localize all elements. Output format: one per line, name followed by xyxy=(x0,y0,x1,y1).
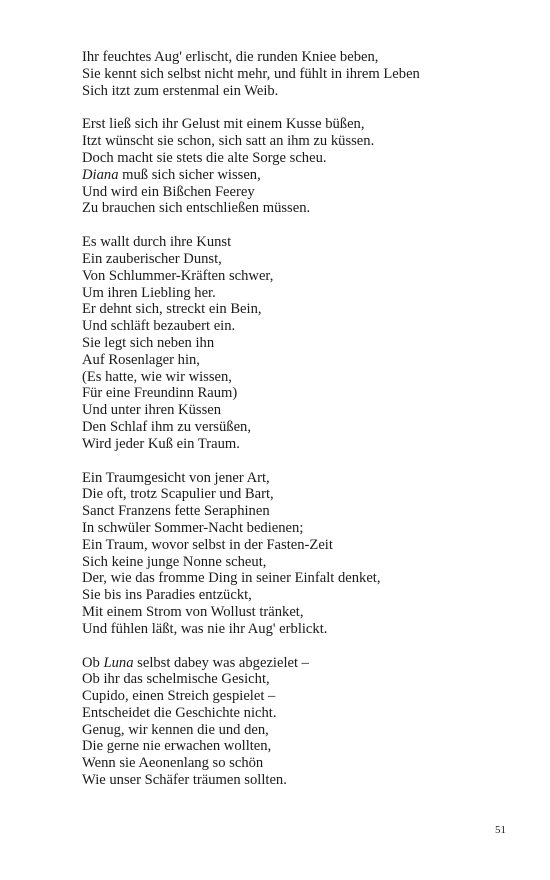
poem-line: Ein Traumgesicht von jener Art, xyxy=(82,469,270,486)
poem-line: Er dehnt sich, streckt ein Bein, xyxy=(82,301,262,318)
poem-line: Sie bis ins Paradies entzückt, xyxy=(82,587,252,604)
poem-line: Sich keine junge Nonne scheut, xyxy=(82,553,267,570)
poem-line: Auf Rosenlager hin, xyxy=(82,351,200,368)
poem-line: Und fühlen läßt, was nie ihr Aug' erblickt. xyxy=(82,620,328,637)
poem-line: Und schläft bezaubert ein. xyxy=(82,318,236,335)
poem-line: Wenn sie Aeonenlang so schön xyxy=(82,755,264,772)
poem-line: Ein zauberischer Dunst, xyxy=(82,250,222,267)
poem-line: Sie legt sich neben ihn xyxy=(82,334,215,351)
poem-line: Wird jeder Kuß ein Traum. xyxy=(82,435,240,452)
poem-line: Mit einem Strom von Wollust tränket, xyxy=(82,603,304,620)
poem-line: In schwüler Sommer-Nacht bedienen; xyxy=(82,519,304,536)
page-number: 51 xyxy=(495,824,506,836)
poem-line: Diana muß sich sicher wissen, xyxy=(82,166,261,183)
poem-line: Und wird ein Bißchen Feerey xyxy=(82,183,255,200)
poem-line: Ob ihr das schelmische Gesicht, xyxy=(82,671,270,688)
poem-line: Ein Traum, wovor selbst in der Fasten-Zeit xyxy=(82,536,333,553)
stanza xyxy=(82,655,522,789)
poem-line: Cupido, einen Streich gespielet – xyxy=(82,688,276,705)
poem-line: Wie unser Schäfer träumen sollten. xyxy=(82,772,287,789)
poem-line: Die gerne nie erwachen wollten, xyxy=(82,738,272,755)
poem-line: Um ihren Liebling her. xyxy=(82,284,216,301)
poem-line: Und unter ihren Küssen xyxy=(82,402,222,419)
poem-line: Genug, wir kennen die und den, xyxy=(82,721,269,738)
poem-line: Erst ließ sich ihr Gelust mit einem Kusse büßen, xyxy=(82,116,365,133)
poem-text xyxy=(82,49,522,806)
poem-line: Ihr feuchtes Aug' erlischt, die runden Kniee beben, xyxy=(82,49,379,65)
poem-line: Ob Luna selbst dabey was abgezielet – xyxy=(82,654,309,671)
poem-line: Den Schlaf ihm zu versüßen, xyxy=(82,418,251,435)
poem-line: (Es hatte, wie wir wissen, xyxy=(82,368,232,385)
poem-line: Doch macht sie stets die alte Sorge scheu. xyxy=(82,149,327,166)
stanza xyxy=(82,49,522,99)
stanza xyxy=(82,234,522,452)
stanza xyxy=(82,470,522,638)
poem-line: Sich itzt zum erstenmal ein Weib. xyxy=(82,82,279,99)
poem-line: Entscheidet die Geschichte nicht. xyxy=(82,704,277,721)
poem-line: Der, wie das fromme Ding in seiner Einfalt denket, xyxy=(82,570,381,587)
poem-line: Sie kennt sich selbst nicht mehr, und fühlt in ihrem Leben xyxy=(82,65,420,82)
stanza xyxy=(82,116,522,217)
poem-line: Für eine Freundinn Raum) xyxy=(82,385,238,402)
poem-line: Es wallt durch ihre Kunst xyxy=(82,234,232,251)
poem-line: Zu brauchen sich entschließen müssen. xyxy=(82,200,311,217)
poem-line: Von Schlummer-Kräften schwer, xyxy=(82,267,274,284)
poem-line: Sanct Franzens fette Seraphinen xyxy=(82,503,270,520)
poem-line: Itzt wünscht sie schon, sich satt an ihm zu küssen. xyxy=(82,133,375,150)
poem-line: Die oft, trotz Scapulier und Bart, xyxy=(82,486,274,503)
